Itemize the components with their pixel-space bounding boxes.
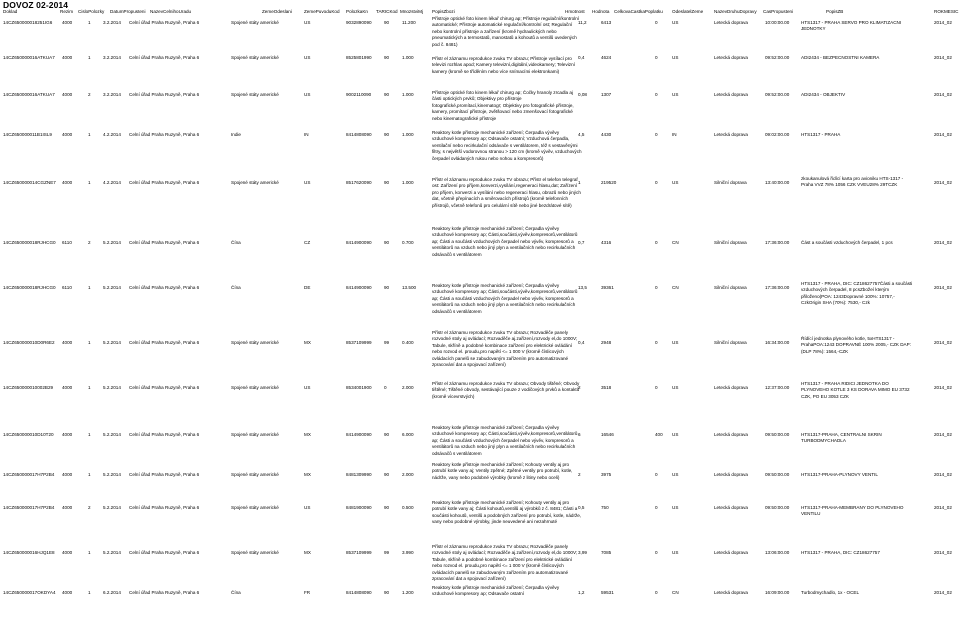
popiszb-cell: ADI2434 - BEZPECNOSTNI KAMERA	[801, 55, 880, 60]
zeme-cell: Spojené státy americké	[231, 55, 279, 60]
doprava-cell: Letecká doprava	[714, 55, 748, 60]
mnozstvi-cell: 1.000	[402, 132, 414, 137]
poplatky-cell: 0	[655, 385, 658, 390]
polozka-cell: 1	[88, 432, 91, 437]
mnozstvi-cell: 1.000	[402, 92, 414, 97]
mnozstvi-cell: 0.700	[402, 240, 414, 245]
doprava-cell: Letecká doprava	[714, 550, 748, 555]
hodnota-cell: 59531	[601, 590, 614, 595]
cas-cell: 09:02:00.00	[765, 132, 790, 137]
mnozstvi-cell: 3.990	[402, 550, 414, 555]
hmotnost-cell: 0,4	[578, 340, 585, 345]
rezim-cell: 4000	[62, 180, 73, 185]
puvod-cell: US	[304, 20, 311, 25]
rok-cell: 2014_02	[934, 180, 952, 185]
rezim-cell: 4000	[62, 590, 73, 595]
rezim-cell: 4000	[62, 92, 73, 97]
taric-cell: 90	[384, 432, 390, 437]
popiszb-cell: HTS1317 - PRAHA SERVO PRO KLIMATIZACNI JEDNOTKY	[801, 20, 902, 32]
datum-cell: 5.2.2014	[103, 550, 121, 555]
rok-cell: 2014_02	[934, 240, 952, 245]
zeme-cell: Čína	[231, 285, 241, 290]
hodnota-cell: 6413	[601, 20, 612, 25]
datum-cell: 5.2.2014	[103, 432, 121, 437]
popiszb-cell: ADI2434 - OBJEKTIV	[801, 92, 846, 97]
puvod-cell: US	[304, 180, 311, 185]
urad-cell: Celní úřad Praha Ruzyně, Praha 6	[129, 55, 200, 60]
rok-cell: 2014_02	[934, 55, 952, 60]
kn-cell: 8414808090	[346, 132, 372, 137]
doprava-cell: Silniční doprava	[714, 180, 747, 185]
cas-cell: 10:00:00.00	[765, 20, 790, 25]
hodnota-cell: 4430	[601, 132, 612, 137]
zeme-cell: Čína	[231, 240, 241, 245]
cas-cell: 09:50:00.00	[765, 432, 790, 437]
polozka-cell: 1	[88, 590, 91, 595]
rezim-cell: 4000	[62, 20, 73, 25]
hodnota-cell: 39361	[601, 285, 614, 290]
popiszb-cell: zkoukanulová řídící karta pro avioniku HTS-1317 - Praha VVZ 78% 1056 CZK VVEU28% 29TCZK	[801, 176, 904, 188]
urad-cell: Celní úřad Praha Ruzyně, Praha 6	[129, 432, 200, 437]
urad-cell: Celní úřad Praha Ruzyně, Praha 6	[129, 92, 200, 97]
rezim-cell: 4000	[62, 340, 73, 345]
popiszb-cell: HTS1317 - PRAHA, DIC: CZ18627757	[801, 550, 880, 555]
mnozstvi-cell: 0.500	[402, 505, 414, 510]
hodnota-cell: 219520	[601, 180, 617, 185]
header-poplatky[interactable]: CelkovaCastkaPoplatku	[614, 9, 663, 14]
doprava-cell: Letecká doprava	[714, 432, 748, 437]
kn-cell: 8537109999	[346, 340, 372, 345]
poplatky-cell: 0	[655, 180, 658, 185]
popiszb-cell: Turbodmychadlo, 1x - OCEL	[801, 590, 860, 595]
header-mnozstvi[interactable]: MnozstviMj	[400, 9, 423, 14]
header-cas[interactable]: CasPropusteni	[763, 9, 794, 14]
cas-cell: 17:36:00.00	[765, 240, 790, 245]
taric-cell: 0	[384, 385, 387, 390]
taric-cell: 99	[384, 340, 390, 345]
odeslatel-cell: IN	[672, 132, 677, 137]
zeme-cell: Spojené státy americké	[231, 432, 279, 437]
polozka-cell: 1	[88, 472, 91, 477]
rok-cell: 2014_02	[934, 20, 952, 25]
zeme-cell: Spojené státy americké	[231, 340, 279, 345]
rezim-cell: 6110	[62, 285, 72, 290]
taric-cell: 90	[384, 472, 390, 477]
doklad-cell: 14CZ650000018251IG6	[3, 20, 53, 25]
puvod-cell: US	[304, 385, 311, 390]
odeslatel-cell: CN	[672, 240, 679, 245]
popiszb-cell: HTS1317-PRAHA-PLYNOVY VENTIL	[801, 472, 878, 477]
popiszb-cell: HTS1317-PRAHA, CENTRALNI SKRIN TURBODMYCHADLA	[801, 432, 882, 444]
doklad-cell: 14CZ650000017H7P2B4	[3, 472, 55, 477]
rok-cell: 2014_02	[934, 92, 952, 97]
mnozstvi-cell: 0.400	[402, 340, 414, 345]
datum-cell: 4.2.2014	[103, 180, 121, 185]
hodnota-cell: 16546	[601, 432, 614, 437]
cas-cell: 17:36:00.00	[765, 285, 790, 290]
urad-cell: Celní úřad Praha Ruzyně, Praha 6	[129, 590, 200, 595]
puvod-cell: IN	[304, 132, 309, 137]
mnozstvi-cell: 2.000	[402, 472, 414, 477]
popis-cell: Reaktory kotle přístroje mechanické zařízení; Čerpadla vývěvy vzduchové kompresory ap; Části,součásti,vývěv,kompresorů,ventilátorů ap; Části a součásti vzduchových čerpadel nebo vývěv, kompresorů a ventilátorů na vzduch nebo jiný plyn a ventilačních nebo recirkulačních odsávačů s ventilátorem	[432, 226, 578, 257]
header-doklad[interactable]: Doklad	[3, 9, 18, 14]
puvod-cell: MX	[304, 472, 311, 477]
kn-cell: 8481309990	[346, 472, 372, 477]
datum-cell: 5.2.2014	[103, 240, 121, 245]
popis-cell: Přístroje optické foto kinem lékař chirurg ap; Čočky hranoly zrcadla aj části optických prvků; Objektivy pro přístroje fotografické,promítací,kinematogr; Objektivy pro fotografické přístroje, kamery, promítací přístroje, zvětšovací nebo zmenšovací fotografické nebo kinematografické přístroje	[432, 90, 574, 121]
urad-cell: Celní úřad Praha Ruzyně, Praha 6	[129, 505, 200, 510]
header-rok[interactable]: ROKMESIC	[934, 9, 959, 14]
poplatky-cell: 0	[655, 20, 658, 25]
kn-cell: 8414900090	[346, 285, 372, 290]
taric-cell: 90	[384, 180, 390, 185]
doklad-cell: 14CZ650000016ATKUA7	[3, 55, 55, 60]
puvod-cell: DE	[304, 285, 311, 290]
kn-cell: 8537109999	[346, 550, 372, 555]
cas-cell: 09:50:00.00	[765, 472, 790, 477]
rok-cell: 2014_02	[934, 432, 952, 437]
mnozstvi-cell: 13.500	[402, 285, 417, 290]
zeme-cell: Spojené státy americké	[231, 20, 279, 25]
zeme-cell: Spojené státy americké	[231, 92, 279, 97]
poplatky-cell: 0	[655, 132, 658, 137]
puvod-cell: US	[304, 92, 311, 97]
hmotnost-cell: 4,5	[578, 132, 585, 137]
hmotnost-cell: 0,5	[578, 505, 585, 510]
datum-cell: 5.2.2014	[103, 285, 121, 290]
zeme-cell: Spojené státy americké	[231, 385, 279, 390]
odeslatel-cell: US	[672, 432, 679, 437]
puvod-cell: US	[304, 55, 311, 60]
mnozstvi-cell: 1.200	[402, 590, 414, 595]
mnozstvi-cell: 11.200	[402, 20, 416, 25]
kn-cell: 8414900090	[346, 432, 372, 437]
taric-cell: 90	[384, 132, 390, 137]
polozka-cell: 1	[88, 55, 91, 60]
polozka-cell: 1	[88, 550, 91, 555]
popis-cell: Přístr el záznamu reprodukce zvuku TV obrazu; Rozvaděče panely rozvodné stoly aj ovládací; Rozvaděče aj.zařízení,rozvody el,do 1000V; Tabule, skříně a podobné kombinace zařízení pro elektrické ovládání nebo rozvod el. proudu,pro napětí <= 1 000 V (kromě číslicových ovládacích panelů se zabudovaným zařízením pro automatizované zpracování dat a spojovací zařízení)	[432, 330, 578, 368]
hodnota-cell: 4624	[601, 55, 612, 60]
doklad-cell: 14CZ650000010D0R6E2	[3, 340, 55, 345]
poplatky-cell: 0	[655, 505, 658, 510]
taric-cell: 90	[384, 240, 390, 245]
kn-cell: 9002110090	[346, 92, 372, 97]
doprava-cell: Letecká doprava	[714, 92, 748, 97]
puvod-cell: US	[304, 505, 311, 510]
urad-cell: Celní úřad Praha Ruzyně, Praha 6	[129, 285, 200, 290]
hodnota-cell: 3518	[601, 385, 612, 390]
datum-cell: 3.2.2014	[103, 55, 121, 60]
rezim-cell: 4000	[62, 385, 73, 390]
odeslatel-cell: US	[672, 505, 679, 510]
rezim-cell: 4000	[62, 505, 73, 510]
kn-cell: 8517620090	[346, 180, 372, 185]
zeme-cell: Spojené státy americké	[231, 180, 279, 185]
rezim-cell: 4000	[62, 432, 73, 437]
urad-cell: Celní úřad Praha Ruzyně, Praha 6	[129, 20, 200, 25]
doprava-cell: Letecká doprava	[714, 472, 748, 477]
zeme-cell: Indie	[231, 132, 241, 137]
hodnota-cell: 750	[601, 505, 609, 510]
polozka-cell: 2	[88, 505, 91, 510]
header-zeme[interactable]: ZemeOdeslani	[262, 9, 292, 14]
popis-cell: Přístr el záznamu reprodukce zvuku TV obrazu; Přístroje vysílací pro televizi rozhlas apod; Kamery televizní,digitální,videokamery; Televizní kamery (kromě se tříděním nebo více snímacími elektronkami)	[432, 56, 575, 74]
doklad-cell: 14CZ650000017H7P2B4	[3, 505, 55, 510]
popis-cell: Reaktory kotle přístroje mechanické zařízení; Kohouty ventily aj pro potrubí kotle vany aj; Ventily zpětné; Zpětné ventily pro potrubí, kotle, nádrže, vany nebo podobné výrobky (kromě z litiny nebo oceli)	[432, 462, 573, 480]
hmotnost-cell: 11,2	[578, 20, 587, 25]
kn-cell: 8414900090	[346, 240, 372, 245]
hmotnost-cell: 0,08	[578, 92, 587, 97]
hodnota-cell: 7085	[601, 550, 612, 555]
rezim-cell: 6110	[62, 240, 72, 245]
header-odeslatel[interactable]: OdeslatelZeme	[672, 9, 704, 14]
poplatky-cell: 0	[655, 472, 658, 477]
poplatky-cell: 0	[655, 285, 658, 290]
urad-cell: Celní úřad Praha Ruzyně, Praha 6	[129, 132, 200, 137]
odeslatel-cell: US	[672, 20, 679, 25]
doprava-cell: Letecká doprava	[714, 385, 748, 390]
zeme-cell: Spojené státy americké	[231, 505, 279, 510]
polozka-cell: 1	[88, 285, 91, 290]
datum-cell: 5.2.2014	[103, 385, 121, 390]
popiszb-cell: HTS1317-PRAHA-MEMBRANY DO PLYNOVEHO VENTILU	[801, 505, 904, 517]
cas-cell: 16:09:00.00	[765, 590, 790, 595]
kn-cell: 8525801990	[346, 55, 372, 60]
datum-cell: 5.2.2014	[103, 505, 121, 510]
doklad-cell: 14CZ650000018RJHCG0	[3, 240, 56, 245]
popiszb-cell: HTS1317 - PRAHA	[801, 132, 841, 137]
mnozstvi-cell: 1.000	[402, 180, 414, 185]
popis-cell: Reaktory kotle přístroje mechanické zařízení; Kohouty ventily aj pro potrubí kotle vany aj; Části kohoutů,ventilů aj výrobků z č. 8481; Části a součásti kohoutů, ventilů a podobných zařízení pro potrubí, kotle, nádrže, vany nebo podobné výrobky, jinde neuvedené ani nezahrnuté	[432, 500, 582, 525]
poplatky-cell: 0	[655, 240, 658, 245]
poplatky-cell: 0	[655, 55, 658, 60]
popis-cell: Přístr el záznamu reprodukce zvuku TV obrazu; Přístr el telefon telegraf ost: Zařízení pro příjem,konverzi,vysílání,regeneraci hlasu,dat; Zařízení pro příjem, konverzi a vysílání nebo regeneraci hlasu, obrazů nebo jiných dat, včetně přepínacích a směrovacích přístrojů (kromě telefonních přístrojů, včetně telefonů pro celulární sítě nebo jiné bezdrátové sítě)	[432, 177, 581, 208]
doprava-cell: Letecká doprava	[714, 590, 748, 595]
poplatky-cell: 400	[655, 432, 663, 437]
hmotnost-cell: 3,99	[578, 550, 587, 555]
poplatky-cell: 0	[655, 590, 658, 595]
popiszb-cell: Řídící jednotka plynového kotle, 5xHTS1317 - PrahaPOA:1243 DOPRAVNÉ 100% 2005,- CZK DAP: (DLP 78%): 1564,-CZK	[801, 336, 911, 354]
poplatky-cell: 0	[655, 340, 658, 345]
cas-cell: 13:40:00.00	[765, 180, 790, 185]
taric-cell: 99	[384, 550, 390, 555]
cas-cell: 09:52:00.00	[765, 55, 790, 60]
taric-cell: 90	[384, 285, 390, 290]
kn-cell: 9032890090	[346, 20, 372, 25]
popiszb-cell: HTS1317 - PRAHA RIDICI JEDNOTKA DO PLYNOVEHO KOTLE 3 KS DORAVA MIMO EU 3732 CZK, PO EU 3053 CZK	[801, 381, 910, 399]
doklad-cell: 14CZ650000016HJQ1E8	[3, 550, 55, 555]
taric-cell: 90	[384, 590, 390, 595]
odeslatel-cell: CN	[672, 285, 679, 290]
header-doprava[interactable]: NazevDruhuDopravy	[714, 9, 757, 14]
doprava-cell: Silniční doprava	[714, 285, 747, 290]
hodnota-cell: 3975	[601, 472, 612, 477]
header-hodnota[interactable]: Hodnota	[592, 9, 610, 14]
odeslatel-cell: CN	[672, 590, 679, 595]
header-hmotnost[interactable]: Hmotnost	[565, 9, 585, 14]
hmotnost-cell: 13,5	[578, 285, 587, 290]
doprava-cell: Letecká doprava	[714, 505, 748, 510]
rok-cell: 2014_02	[934, 285, 952, 290]
kn-cell: 8481900090	[346, 505, 372, 510]
hmotnost-cell: 2	[578, 385, 581, 390]
doprava-cell: Silniční doprava	[714, 340, 747, 345]
header-popis[interactable]: PopisZbozi	[432, 9, 455, 14]
odeslatel-cell: US	[672, 385, 679, 390]
doklad-cell: 14CZ650000017OKDYA4	[3, 590, 56, 595]
cas-cell: 16:34:00.00	[765, 340, 790, 345]
doklad-cell: 14CZ650000014CGZNE7	[3, 180, 56, 185]
datum-cell: 4.2.2014	[103, 132, 121, 137]
poplatky-cell: 0	[655, 550, 658, 555]
taric-cell: 90	[384, 55, 390, 60]
hmotnost-cell: 0,7	[578, 240, 585, 245]
puvod-cell: MX	[304, 550, 311, 555]
taric-cell: 90	[384, 505, 390, 510]
popis-cell: Reaktory kotle přístroje mechanické zařízení; Čerpadla vývěvy vzduchové kompresory ap; Odsavače ostatní; Vzduchová čerpadla, ventilační nebo recirkulační odsávače s ventilátorem, též s vestavěnými filtry, s největší vodorovnou stranou > 120 cm (kromě vývěv, vzduchových čerpadel ovládaných rukou nebo nohou a kompresorů)	[432, 130, 582, 161]
rok-cell: 2014_02	[934, 132, 952, 137]
kn-cell: 8414808090	[346, 590, 372, 595]
rezim-cell: 4000	[62, 55, 73, 60]
puvod-cell: MX	[304, 340, 311, 345]
doklad-cell: 14CZ650000016ATKUA7	[3, 92, 55, 97]
rezim-cell: 4000	[62, 550, 73, 555]
cas-cell: 09:52:00.00	[765, 92, 790, 97]
polozka-cell: 2	[88, 240, 91, 245]
header-popiszb[interactable]: PopisZB	[826, 9, 844, 14]
polozka-cell: 1	[88, 340, 91, 345]
popis-cell: Reaktory kotle přístroje mechanické zařízení; Čerpadla vývěvy vzduchové kompresory ap; Části,součásti,vývěv,kompresorů,ventilátorů ap; Části a součásti vzduchových čerpadel nebo vývěv, kompresorů a ventilátorů na vzduch nebo jiný plyn a ventilačních nebo recirkulačních odsávačů s ventilátorem	[432, 425, 578, 456]
odeslatel-cell: US	[672, 180, 679, 185]
puvod-cell: FR	[304, 590, 311, 595]
popis-cell: Reaktory kotle přístroje mechanické zařízení; Čerpadla vývěvy vzduchové kompresory ap; Části,součásti,vývěv,kompresorů,ventilátorů ap; Části a součásti vzduchových čerpadel nebo vývěv, kompresorů a ventilátorů na vzduch nebo jiný plyn a ventilačních nebo recirkulačních odsávačů s ventilátorem	[432, 283, 578, 314]
cas-cell: 09:50:00.00	[765, 505, 790, 510]
popiszb-cell: HTS1317 - PRAHA, DIC: CZ18627757Části a součásti vzduchových čerpadel, 8 pcsZbožeí kterým přiloženo(POA: 1243Dopravné 100%: 10757,- CzkOrigin SHA (70%): 7530,- Czk	[801, 281, 913, 306]
taric-cell: 90	[384, 92, 390, 97]
urad-cell: Celní úřad Praha Ruzyně, Praha 6	[129, 472, 200, 477]
datum-cell: 5.2.2014	[103, 340, 121, 345]
mnozstvi-cell: 2.000	[402, 385, 414, 390]
doprava-cell: Letecká doprava	[714, 20, 748, 25]
popis-cell: Přístroje optické foto kinem lékař chirurg ap; Přístroje regulační/kontrolní automatické; Přístroje automatické regulační/kontrolní ost; Regulační nebo kontrolní přístroje a zařízení (kromě hydraulických nebo pneumatických a termostatů, manostatů a kohoutů a ventilů uvedených pod č. 8481)	[432, 16, 580, 47]
hmotnost-cell: 1,2	[578, 590, 585, 595]
cas-cell: 12:37:00.00	[765, 385, 790, 390]
polozka-cell: 1	[88, 132, 91, 137]
puvod-cell: CZ	[304, 240, 311, 245]
doklad-cell: 14CZ650000018RJHCG0	[3, 285, 56, 290]
mnozstvi-cell: 6.000	[402, 432, 414, 437]
hmotnost-cell: 1	[578, 180, 581, 185]
doprava-cell: Silniční doprava	[714, 240, 747, 245]
datum-cell: 3.2.2014	[103, 92, 121, 97]
header-rezim[interactable]: Rezim	[60, 9, 74, 14]
urad-cell: Celní úřad Praha Ruzyně, Praha 6	[129, 180, 200, 185]
polozka-cell: 2	[88, 92, 91, 97]
urad-cell: Celní úřad Praha Ruzyně, Praha 6	[129, 340, 200, 345]
header-taric[interactable]: TARICKod	[376, 9, 398, 14]
doklad-cell: 14CZ650000010D10T20	[3, 432, 54, 437]
zeme-cell: Čína	[231, 590, 241, 595]
hodnota-cell: 2948	[601, 340, 612, 345]
polozka-cell: 1	[88, 385, 91, 390]
rezim-cell: 4000	[62, 132, 73, 137]
urad-cell: Celní úřad Praha Ruzyně, Praha 6	[129, 385, 200, 390]
header-datum[interactable]: DatumPropusteni	[110, 9, 146, 14]
header-puvod[interactable]: ZemePuvoduKod	[304, 9, 340, 14]
taric-cell: 90	[384, 20, 390, 25]
zeme-cell: Spojené státy americké	[231, 550, 279, 555]
sheet-title: DOVOZ 02-2014	[3, 0, 69, 10]
mnozstvi-cell: 1.000	[402, 55, 414, 60]
popis-cell: Reaktory kotle přístroje mechanické zařízení; Čerpadla vývěvy vzduchové kompresory ap; Odsavače ostatní	[432, 585, 560, 597]
odeslatel-cell: US	[672, 340, 679, 345]
polozka-cell: 1	[88, 20, 91, 25]
urad-cell: Celní úřad Praha Ruzyně, Praha 6	[129, 550, 200, 555]
odeslatel-cell: US	[672, 550, 679, 555]
hmotnost-cell: 2	[578, 472, 581, 477]
datum-cell: 6.2.2014	[103, 590, 121, 595]
header-cislo-polozky[interactable]: CisloPolozky	[78, 9, 105, 14]
cas-cell: 13:06:00.00	[765, 550, 790, 555]
hodnota-cell: 4316	[601, 240, 612, 245]
kn-cell: 8534001900	[346, 385, 372, 390]
hmotnost-cell: 0,4	[578, 55, 585, 60]
hodnota-cell: 1307	[601, 92, 612, 97]
doklad-cell: 14CZ650000010002B29	[3, 385, 54, 390]
puvod-cell: MX	[304, 432, 311, 437]
poplatky-cell: 0	[655, 92, 658, 97]
urad-cell: Celní úřad Praha Ruzyně, Praha 6	[129, 240, 200, 245]
odeslatel-cell: US	[672, 92, 679, 97]
doprava-cell: Letecká doprava	[714, 132, 748, 137]
rok-cell: 2014_02	[934, 340, 952, 345]
doklad-cell: 14CZ650000011B1ISL9	[3, 132, 52, 137]
zeme-cell: Spojené státy americké	[231, 472, 279, 477]
popis-cell: Přístr el záznamu reprodukce zvuku TV obrazu; Obvody tištěné; Obvody tištěné; Tištěné obvody, sestávající pouze z vodičových prvků a kontaktů (kromě vícevrstvých)	[432, 381, 580, 399]
datum-cell: 3.2.2014	[103, 20, 121, 25]
hmotnost-cell: 6	[578, 432, 581, 437]
odeslatel-cell: US	[672, 472, 679, 477]
rok-cell: 2014_02	[934, 590, 952, 595]
polozka-cell: 1	[88, 180, 91, 185]
header-urad[interactable]: NazevCelnihoUradu	[150, 9, 192, 14]
rok-cell: 2014_02	[934, 385, 952, 390]
odeslatel-cell: US	[672, 55, 679, 60]
popiszb-cell: Část a součásti vzduchových čerpadel, 1 pcs	[801, 240, 893, 245]
rok-cell: 2014_02	[934, 550, 952, 555]
rok-cell: 2014_02	[934, 505, 952, 510]
header-polozka-kn[interactable]: PolozkaKn	[346, 9, 368, 14]
rezim-cell: 4000	[62, 472, 73, 477]
datum-cell: 5.2.2014	[103, 472, 121, 477]
rok-cell: 2014_02	[934, 472, 952, 477]
popis-cell: Přístr el záznamu reprodukce zvuku TV obrazu; Rozvaděče panely rozvodné stoly aj ovládací; Rozvaděče aj.zařízení,rozvody el,do 1000V; Tabule, skříně a podobné kombinace zařízení pro elektrické ovládání nebo rozvod el. proudu,pro napětí <= 1 000 V (kromě číslicových ovládacích panelů se zabudovaným zařízením pro automatizované zpracování dat a spojovací zařízení)	[432, 544, 578, 582]
